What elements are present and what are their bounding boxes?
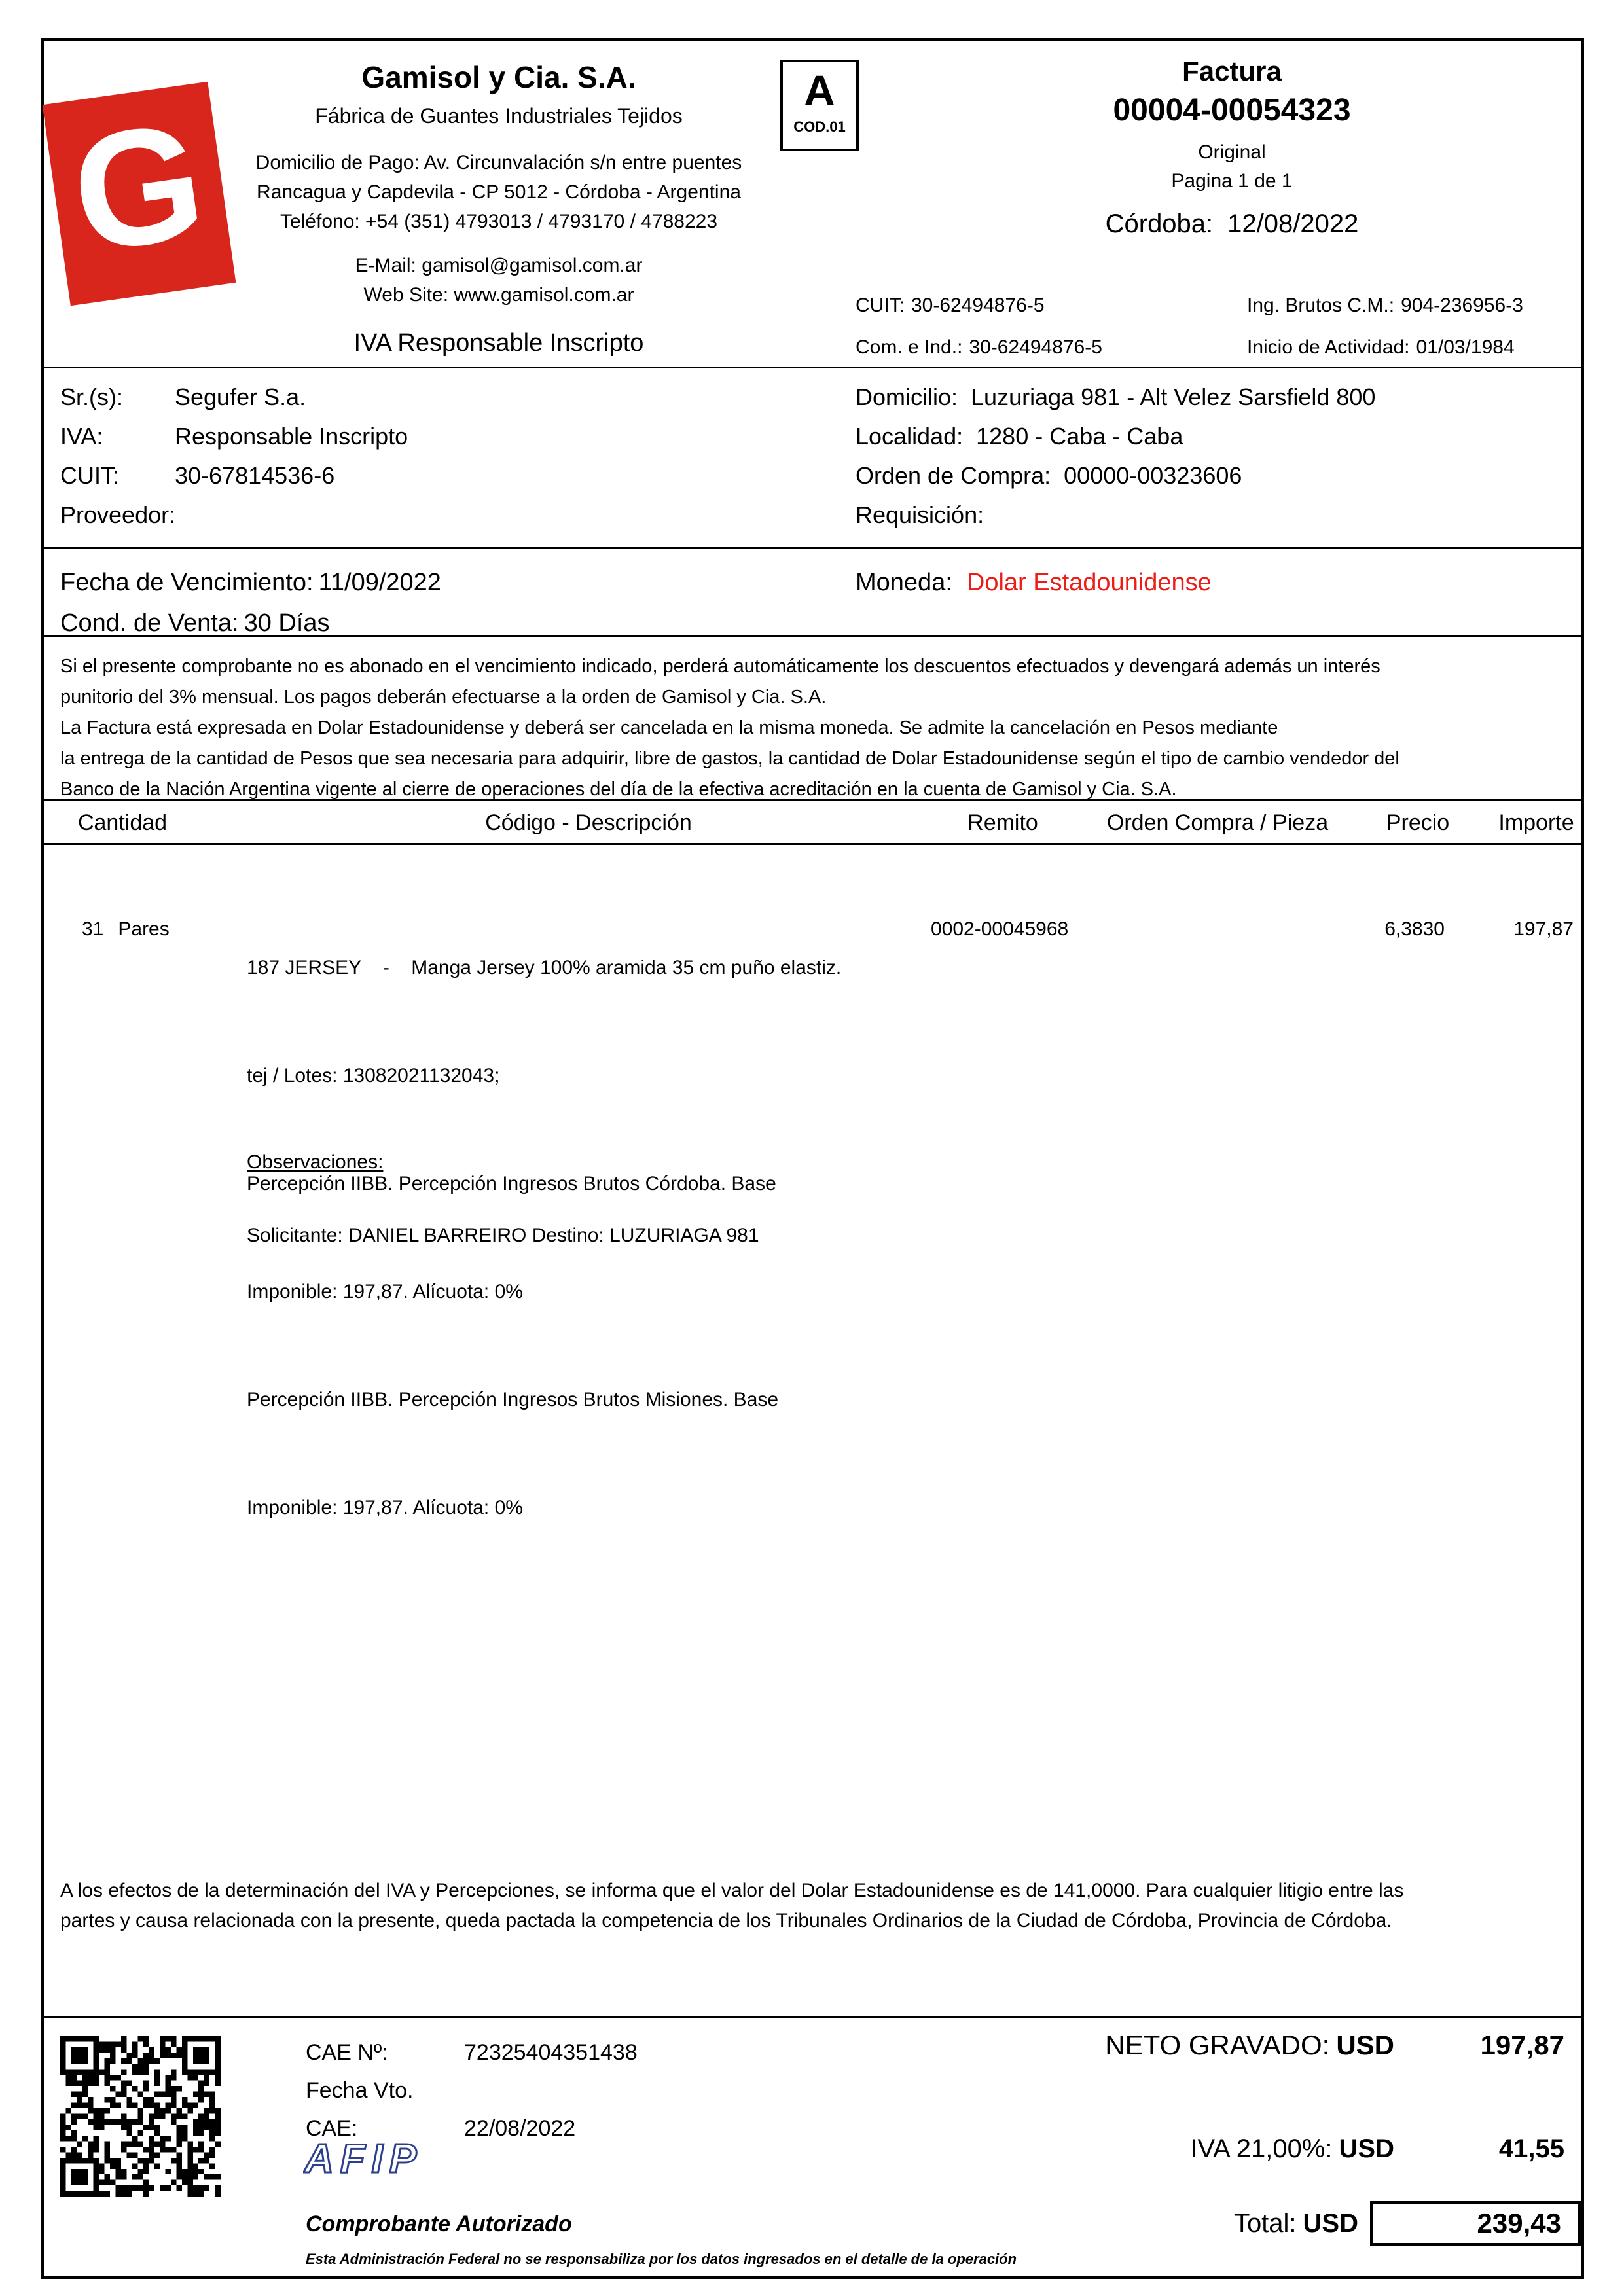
customer-left-column: [60, 378, 408, 535]
cae-row: [306, 2034, 638, 2072]
line-item-remito: 0002-00045968: [931, 918, 1069, 940]
customer-domicilio-label: Domicilio:: [856, 384, 958, 410]
invoice-type-box: [780, 60, 859, 151]
iva-row: [1190, 2134, 1564, 2164]
legal-line-4: la entrega de la cantidad de Pesos que sea necesaria para adquirir, libre de gastos, la cantidad de Dolar Estadounidense según el tipo de cambio vendedor del: [60, 748, 1399, 769]
invoice-city-date: [882, 209, 1582, 239]
iva-value: 41,55: [1498, 2134, 1564, 2163]
invoice-copy-type: Original: [1198, 141, 1266, 163]
description-line-3: Percepción IIBB. Percepción Ingresos Brutos Córdoba. Base: [247, 1173, 776, 1194]
column-header-precio: Precio: [1386, 810, 1450, 835]
table-header-row: [44, 801, 1581, 845]
sale-cond-value: 30 Días: [244, 609, 330, 637]
column-header-importe: Importe: [1498, 810, 1574, 835]
customer-iva-value: Responsable Inscripto: [175, 423, 408, 450]
legal-line-1: Si el presente comprobante no es abonado en el vencimiento indicado, perderá automáticamente los descuentos efectuados y devengará además un interés: [60, 656, 1380, 677]
invoice-page-info: Pagina 1 de 1: [1171, 170, 1293, 192]
customer-localidad-label: Localidad:: [856, 423, 964, 450]
inicio-actividad-value: 01/03/1984: [1416, 336, 1515, 358]
due-date-label: Fecha de Vencimiento:: [60, 568, 314, 596]
invoice-issue-date: 12/08/2022: [1227, 209, 1359, 238]
description-line-6: Imponible: 197,87. Alícuota: 0%: [247, 1497, 523, 1518]
due-date-value: 11/09/2022: [318, 568, 441, 596]
customer-requisicion-label: Requisición:: [856, 501, 984, 528]
customer-cuit-label: CUIT:: [60, 462, 119, 489]
exchange-note-line-2: partes y causa relacionada con la presente, queda pactada la competencia de los Tribunales Ordinarios de la Ciudad de Córdoba, Provincia de Córdoba.: [60, 1910, 1392, 1931]
currency-value: Dolar Estadounidense: [966, 568, 1212, 596]
legal-line-5: Banco de la Nación Argentina vigente al cierre de operaciones del día de la efectiva acreditación en la cuenta de Gamisol y Cia. S.A.: [60, 779, 1177, 800]
cae-due-label: Fecha Vto. CAE:: [306, 2078, 414, 2141]
column-header-orden-compra-pieza: Orden Compra / Pieza: [1106, 810, 1329, 835]
company-block: [211, 60, 787, 357]
terms-left-column: [60, 562, 441, 643]
customer-row-iva: [60, 417, 408, 456]
line-item-quantity: [82, 918, 170, 941]
customer-section: [44, 368, 1581, 549]
customer-row-cuit: [60, 456, 408, 495]
ing-brutos-label: Ing. Brutos C.M.:: [1247, 295, 1395, 316]
com-ind-value: 30-62494876-5: [969, 336, 1102, 358]
customer-row-proveedor: [60, 495, 408, 535]
total-value: 239,43: [1477, 2208, 1561, 2238]
total-currency: USD: [1303, 2208, 1358, 2238]
inicio-actividad-label: Inicio de Actividad:: [1247, 336, 1410, 358]
total-row: [1234, 2201, 1581, 2246]
customer-row-name: [60, 378, 408, 417]
address-line-2: Rancagua y Capdevila - CP 5012 - Córdoba - Argentina: [257, 181, 741, 203]
solicitante-line: Solicitante: DANIEL BARREIRO Destino: LUZURIAGA 981: [247, 1225, 759, 1246]
neto-gravado-row: [1105, 2030, 1564, 2061]
ing-brutos-row: [1247, 285, 1523, 327]
company-contact: [211, 251, 787, 310]
invoice-city-label: Córdoba:: [1105, 209, 1214, 238]
legal-notice: [44, 637, 1581, 805]
address-line-1: Domicilio de Pago: Av. Circunvalación s/n entre puentes: [255, 152, 742, 173]
customer-row-requisicion: [856, 495, 1375, 535]
neto-gravado-label: NETO GRAVADO:: [1105, 2030, 1330, 2060]
neto-gravado-currency: USD: [1336, 2030, 1394, 2060]
customer-orden-compra-label: Orden de Compra:: [856, 462, 1051, 489]
customer-name-label: Sr.(s):: [60, 384, 123, 410]
column-header-cantidad: Cantidad: [77, 810, 168, 835]
afip-disclaimer: Esta Administración Federal no se responsabiliza por los datos ingresados en el detalle de la operación: [306, 2251, 1017, 2267]
customer-row-orden-compra: [856, 456, 1375, 495]
company-website: Web Site: www.gamisol.com.ar: [363, 284, 634, 306]
authorized-label: Comprobante Autorizado: [306, 2212, 572, 2236]
description-line-2: tej / Lotes: 13082021132043;: [247, 1065, 500, 1086]
cae-label: CAE Nº:: [306, 2040, 388, 2065]
footer-section: [44, 2018, 1581, 2276]
company-email: E-Mail: gamisol@gamisol.com.ar: [355, 255, 643, 276]
customer-right-column: [856, 378, 1375, 535]
customer-localidad-value: 1280 - Caba - Caba: [976, 423, 1183, 450]
customer-name-value: Segufer S.a.: [175, 384, 306, 410]
iva-label: IVA 21,00%:: [1190, 2134, 1333, 2163]
terms-section: [44, 549, 1581, 637]
company-logo: [43, 82, 236, 306]
customer-row-domicilio: [856, 378, 1375, 417]
cae-due-value: 22/08/2022: [464, 2116, 576, 2141]
currency-row: [856, 562, 1212, 603]
line-item-importe: 197,87: [1513, 918, 1574, 940]
company-name: Gamisol y Cia. S.A.: [361, 60, 636, 94]
description-line-5: Percepción IIBB. Percepción Ingresos Brutos Misiones. Base: [247, 1389, 779, 1410]
customer-iva-label: IVA:: [60, 423, 103, 450]
exchange-rate-note: [60, 1876, 1569, 1936]
customer-proveedor-label: Proveedor:: [60, 501, 176, 528]
column-header-codigo-descripcion: Código - Descripción: [485, 810, 692, 835]
legal-line-3: La Factura está expresada en Dolar Estadounidense y deberá ser cancelada en la misma moneda. Se admite la cancelación en Pesos mediante: [60, 717, 1278, 738]
quantity-value: 31: [82, 918, 104, 940]
com-ind-row: [856, 327, 1102, 368]
cuit-label: CUIT:: [856, 295, 905, 316]
inicio-actividad-row: [1247, 327, 1523, 368]
company-iva-status: IVA Responsable Inscripto: [353, 329, 644, 357]
customer-cuit-value: 30-67814536-6: [175, 462, 335, 489]
invoice-frame: [41, 38, 1584, 2279]
column-header-remito: Remito: [967, 810, 1038, 835]
cae-block: [306, 2034, 638, 2147]
company-phone: Teléfono: +54 (351) 4793013 / 4793170 / 4788223: [280, 211, 718, 232]
due-date-row: [60, 562, 441, 603]
total-label: Total:: [1233, 2208, 1297, 2238]
total-box: [1370, 2201, 1581, 2246]
invoice-type-letter: A: [804, 66, 835, 115]
company-address: [211, 148, 787, 236]
currency-label: Moneda:: [856, 568, 952, 596]
cuit-value: 30-62494876-5: [911, 295, 1045, 316]
description-line-1: 187 JERSEY - Manga Jersey 100% aramida 35 cm puño elastiz.: [247, 957, 842, 978]
table-body-section: [44, 845, 1581, 2018]
terms-right-column: [856, 562, 1212, 603]
invoice-type-code: COD.01: [793, 118, 846, 135]
afip-logo-text: AFIP: [304, 2136, 424, 2181]
sale-cond-label: Cond. de Venta:: [60, 609, 239, 637]
header-section: [44, 41, 1581, 368]
line-item-precio: 6,3830: [1384, 918, 1445, 940]
header-tax-info-right: [1247, 285, 1523, 368]
logo-letter: G: [62, 87, 215, 288]
ing-brutos-value: 904-236956-3: [1401, 295, 1523, 316]
quantity-unit: Pares: [118, 918, 170, 940]
cae-value: 72325404351438: [464, 2040, 638, 2065]
customer-domicilio-value: Luzuriaga 981 - Alt Velez Sarsfield 800: [971, 384, 1376, 410]
header-tax-info-left: [856, 285, 1102, 368]
afip-logo: [303, 2134, 499, 2181]
com-ind-label: Com. e Ind.:: [856, 336, 963, 358]
invoice-title: Factura: [1182, 56, 1282, 86]
neto-gravado-value: 197,87: [1480, 2030, 1564, 2060]
legal-line-2: punitorio del 3% mensual. Los pagos deberán efectuarse a la orden de Gamisol y Cia. S.A.: [60, 687, 827, 708]
iva-currency: USD: [1339, 2134, 1394, 2163]
customer-orden-compra-value: 00000-00323606: [1064, 462, 1242, 489]
invoice-number: 00004-00054323: [1113, 93, 1351, 128]
exchange-note-line-1: A los efectos de la determinación del IVA y Percepciones, se informa que el valor del Dolar Estadounidense es de 141,0000. Para cualquier litigio entre las: [60, 1880, 1404, 1901]
description-line-4: Imponible: 197,87. Alícuota: 0%: [247, 1281, 523, 1302]
cuit-row: [856, 285, 1102, 327]
legal-notice-section: [44, 637, 1581, 801]
invoice-head-block: [882, 56, 1582, 239]
observaciones-label: Observaciones:: [247, 1151, 384, 1173]
customer-row-localidad: [856, 417, 1375, 456]
qr-code: [60, 2036, 221, 2197]
company-subtitle: Fábrica de Guantes Industriales Tejidos: [315, 104, 683, 128]
